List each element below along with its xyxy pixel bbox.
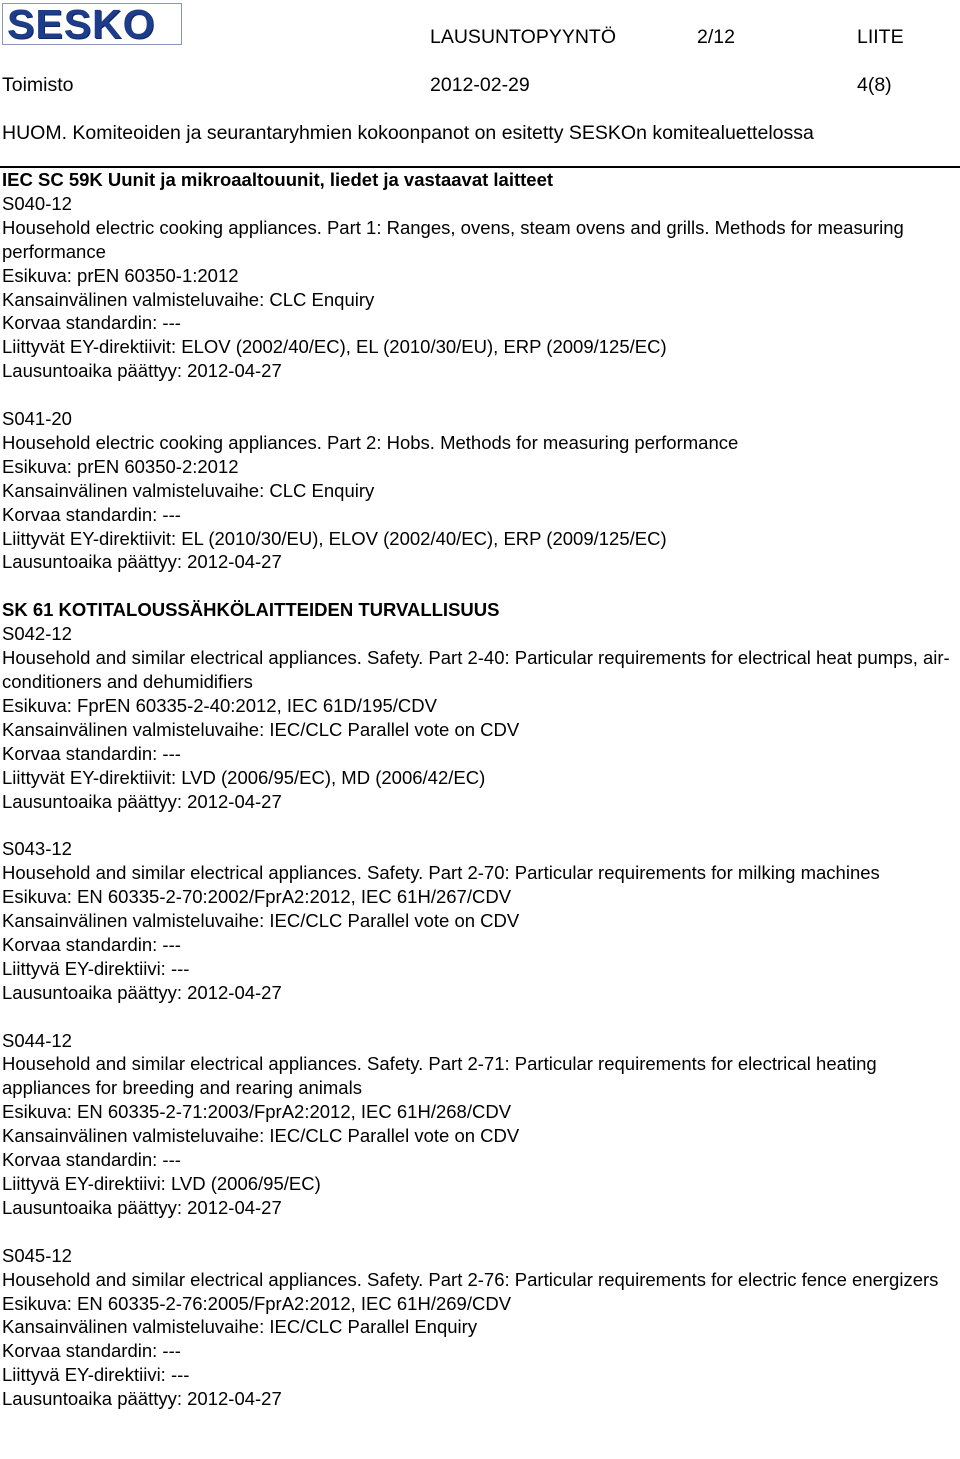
item-title: Household electric cooking appliances. Part 2: Hobs. Methods for measuring performance (2, 431, 739, 453)
page-number: 4(8) (857, 74, 892, 96)
item-directives: Liittyvät EY-direktiivit: LVD (2006/95/EC), MD (2006/42/EC) (2, 766, 486, 788)
item-code: S040-12 (2, 192, 72, 214)
item-directives: Liittyvät EY-direktiivit: ELOV (2002/40/EC), EL (2010/30/EU), ERP (2009/125/EC) (2, 336, 667, 358)
item-replaces: Korvaa standardin: --- (2, 1340, 181, 1362)
item-replaces: Korvaa standardin: --- (2, 503, 181, 525)
request-item (2, 622, 958, 813)
item-stage: Kansainvälinen valmisteluvaihe: CLC Enquiry (2, 479, 375, 501)
item-deadline: Lausuntoaika päättyy: 2012-04-27 (2, 360, 282, 382)
item-draft: Esikuva: EN 60335-2-70:2002/FprA2:2012, IEC 61H/267/CDV (2, 886, 512, 908)
request-item (2, 407, 958, 574)
section-heading: SK 61 KOTITALOUSSÄHKÖLAITTEIDEN TURVALLISUUS (2, 599, 500, 621)
section-heading: IEC SC 59K Uunit ja mikroaaltouunit, liedet ja vastaavat laitteet (2, 169, 554, 190)
office-label: Toimisto (2, 74, 74, 96)
item-replaces: Korvaa standardin: --- (2, 742, 181, 764)
item-deadline: Lausuntoaika päättyy: 2012-04-27 (2, 981, 282, 1003)
item-draft: Esikuva: EN 60335-2-71:2003/FprA2:2012, IEC 61H/268/CDV (2, 1101, 512, 1123)
item-title: Household and similar electrical appliances. Safety. Part 2-40: Particular requirements for electrical heat pumps, air-conditioners and dehumidifiers (2, 647, 950, 692)
request-item (2, 192, 958, 383)
committee-note: HUOM. Komiteoiden ja seurantaryhmien kokoonpanot on esitetty SESKOn komitealuettelossa (2, 122, 814, 144)
item-draft: Esikuva: FprEN 60335-2-40:2012, IEC 61D/195/CDV (2, 694, 437, 716)
item-stage: Kansainvälinen valmisteluvaihe: IEC/CLC Parallel vote on CDV (2, 1125, 520, 1147)
item-code: S043-12 (2, 838, 72, 860)
doc-date: 2012-02-29 (430, 74, 530, 96)
item-title: Household electric cooking appliances. Part 1: Ranges, ovens, steam ovens and grills. Methods for measuring performance (2, 216, 904, 262)
item-directives: Liittyvät EY-direktiivit: EL (2010/30/EU), ELOV (2002/40/EC), ERP (2009/125/EC) (2, 527, 667, 549)
item-replaces: Korvaa standardin: --- (2, 933, 181, 955)
request-item (2, 1244, 958, 1411)
item-title: Household and similar electrical appliances. Safety. Part 2-71: Particular requirements for electrical heating appliances for breeding and rearing animals (2, 1053, 877, 1099)
item-title: Household and similar electrical appliances. Safety. Part 2-76: Particular requirements for electric fence energizers (2, 1268, 939, 1290)
item-stage: Kansainvälinen valmisteluvaihe: IEC/CLC Parallel vote on CDV (2, 718, 520, 740)
request-item (2, 837, 958, 1004)
item-stage: Kansainvälinen valmisteluvaihe: IEC/CLC Parallel Enquiry (2, 1316, 478, 1338)
item-title: Household and similar electrical appliances. Safety. Part 2-70: Particular requirements for milking machines (2, 862, 880, 884)
item-directives: Liittyvä EY-direktiivi: --- (2, 957, 190, 979)
item-stage: Kansainvälinen valmisteluvaihe: IEC/CLC Parallel vote on CDV (2, 910, 520, 932)
sesko-logo (2, 3, 182, 45)
item-directives: Liittyvä EY-direktiivi: --- (2, 1364, 190, 1386)
item-draft: Esikuva: EN 60335-2-76:2005/FprA2:2012, IEC 61H/269/CDV (2, 1292, 512, 1314)
item-draft: Esikuva: prEN 60350-2:2012 (2, 455, 239, 477)
item-directives: Liittyvä EY-direktiivi: LVD (2006/95/EC) (2, 1173, 321, 1194)
item-deadline: Lausuntoaika päättyy: 2012-04-27 (2, 1388, 282, 1410)
document-body (2, 168, 958, 1411)
item-code: S042-12 (2, 623, 72, 645)
item-code: S044-12 (2, 1029, 72, 1051)
item-stage: Kansainvälinen valmisteluvaihe: CLC Enquiry (2, 288, 375, 310)
item-replaces: Korvaa standardin: --- (2, 1149, 181, 1171)
item-code: S041-20 (2, 408, 72, 430)
request-item (2, 1029, 958, 1220)
item-code: S045-12 (2, 1244, 72, 1266)
doc-type: LAUSUNTOPYYNTÖ (430, 26, 617, 48)
attachment-label: LIITE (857, 26, 904, 48)
item-draft: Esikuva: prEN 60350-1:2012 (2, 264, 239, 286)
item-deadline: Lausuntoaika päättyy: 2012-04-27 (2, 790, 282, 812)
item-deadline: Lausuntoaika päättyy: 2012-04-27 (2, 551, 282, 573)
logo-text: SESKO (7, 3, 156, 45)
item-deadline: Lausuntoaika päättyy: 2012-04-27 (2, 1196, 282, 1218)
item-replaces: Korvaa standardin: --- (2, 312, 181, 334)
doc-number: 2/12 (697, 26, 735, 48)
